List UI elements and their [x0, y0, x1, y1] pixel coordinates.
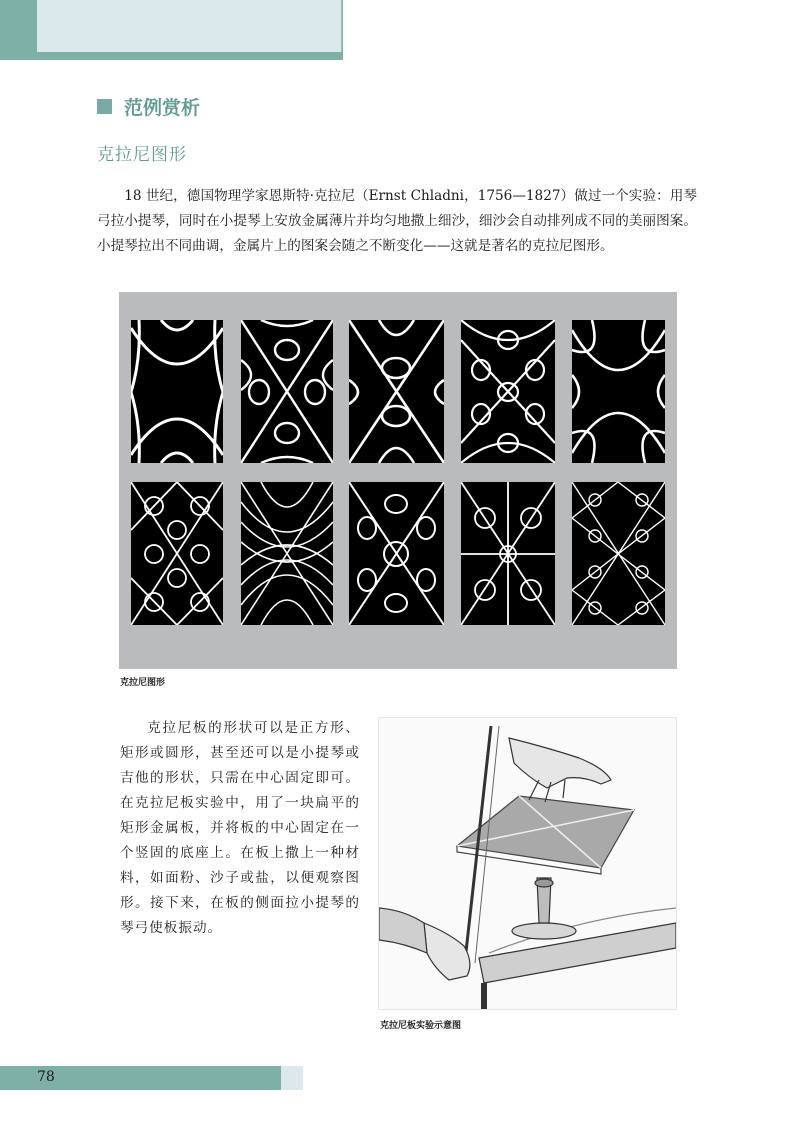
- header-box: [37, 0, 342, 52]
- intro-paragraph: 18 世纪，德国物理学家恩斯特·克拉尼（Ernst Chladni，1756—1827）做过一个实验：用琴弓拉小提琴，同时在小提琴上安放金属薄片并均匀地撒上细沙，细沙会自动排列成不同的美丽图案。小提琴拉出不同曲调，金属片上的图案会随之不断变化——这就是著名的克拉尼图形。: [97, 188, 697, 254]
- chladni-pattern-4: [461, 320, 555, 463]
- figure-caption: 克拉尼图形: [120, 678, 166, 688]
- square-bullet-icon: [97, 99, 112, 114]
- chladni-pattern-7: [241, 482, 333, 625]
- chladni-pattern-10: [572, 482, 665, 625]
- chladni-pattern-8: [349, 482, 444, 625]
- chladni-pattern-6: [131, 482, 223, 625]
- illustration-caption: 克拉尼板实验示意图: [380, 1021, 462, 1031]
- chladni-pattern-1: [131, 320, 223, 463]
- chladni-pattern-9: [461, 482, 555, 625]
- chladni-figure: [119, 292, 677, 669]
- section-heading: [97, 91, 200, 121]
- chladni-pattern-2: [241, 320, 333, 463]
- chladni-plate-illustration: [378, 717, 677, 1010]
- page-number: 78: [37, 1069, 55, 1085]
- chladni-pattern-5: [572, 320, 665, 463]
- section-title: 范例赏析: [124, 96, 201, 119]
- chladni-pattern-3: [349, 320, 444, 463]
- subtitle: 克拉尼图形: [97, 145, 187, 165]
- footer-box: [281, 1066, 303, 1090]
- body-paragraph: 克拉尼板的形状可以是正方形、矩形或圆形，甚至还可以是小提琴或吉他的形状，只需在中心固定即可。在克拉尼板实验中，用了一块扁平的矩形金属板，并将板的中心固定在一个竖固的底座上。在板上撒上一种材料，如面粉、沙子或盐，以便观察图形。接下来，在板的侧面拉小提琴的琴弓使板振动。: [120, 720, 360, 936]
